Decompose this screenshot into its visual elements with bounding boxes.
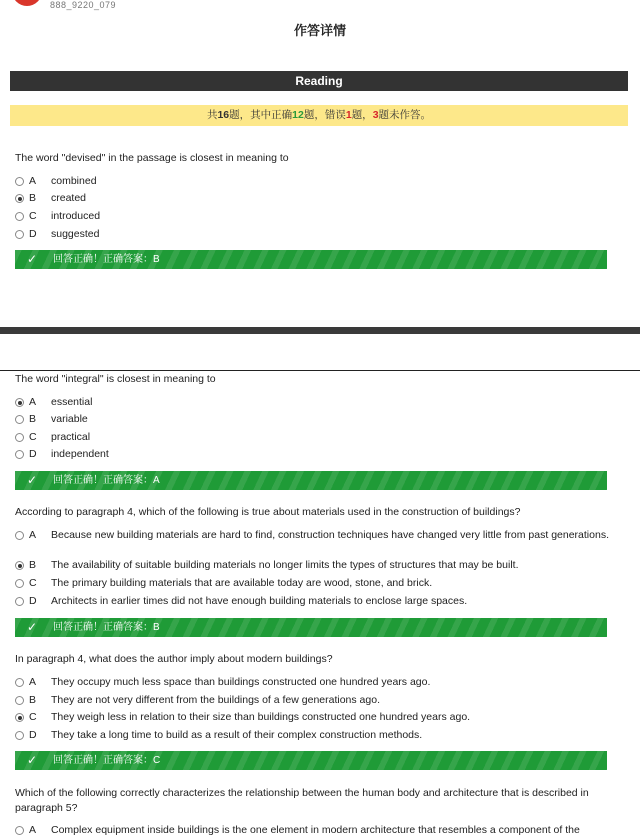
- q4-option-d[interactable]: D They take a long time to build as a result of their complex construction methods.: [15, 728, 615, 743]
- q1-option-c[interactable]: C introduced: [15, 209, 615, 224]
- question-5-text: Which of the following correctly characterizes the relationship between the human body and architecture that is described in paragraph 5?: [15, 787, 589, 814]
- check-icon: ✓: [27, 252, 38, 266]
- q2-option-a[interactable]: A essential: [15, 395, 615, 410]
- summary-mid2: 题，错误: [303, 109, 346, 121]
- summary-total: 16: [217, 109, 230, 121]
- q2-result-bar: ✓ 回答正确！正确答案：A: [15, 471, 607, 490]
- q2-option-c[interactable]: C practical: [15, 430, 615, 445]
- radio-icon[interactable]: [15, 678, 24, 687]
- summary-mid3: 题，: [351, 109, 373, 121]
- q5-option-a[interactable]: A Complex equipment inside buildings is the one element in modern architecture that resembles a component of the: [15, 823, 615, 838]
- question-4-text: In paragraph 4, what does the author imply about modern buildings?: [15, 653, 333, 665]
- section-title-bar: Reading: [10, 71, 628, 91]
- summary-suffix: 题未作答。: [378, 109, 432, 121]
- q2-option-d[interactable]: D independent: [15, 447, 615, 462]
- radio-icon[interactable]: [15, 433, 24, 442]
- user-id: 888_9220_079: [50, 0, 117, 10]
- q4-option-c[interactable]: C They weigh less in relation to their size than buildings constructed one hundred years ago.: [15, 710, 615, 725]
- q3-option-d[interactable]: D Architects in earlier times did not have enough building materials to enclose large spaces.: [15, 594, 615, 609]
- q1-option-d[interactable]: D suggested: [15, 227, 615, 242]
- radio-icon[interactable]: [15, 696, 24, 705]
- summary-prefix: 共: [206, 109, 218, 121]
- q1-result-bar: ✓ 回答正确！正确答案：B: [15, 250, 607, 269]
- page-divider-line: [0, 370, 640, 371]
- q2-option-b[interactable]: B variable: [15, 412, 615, 427]
- question-3-text: According to paragraph 4, which of the following is true about materials used in the construction of buildings?: [15, 506, 521, 518]
- summary-mid1: 题，其中正确: [229, 109, 293, 121]
- avatar: [12, 0, 42, 6]
- radio-checked-icon[interactable]: [15, 713, 24, 722]
- page-title: 作答详情: [293, 23, 346, 38]
- score-summary: [10, 105, 628, 126]
- radio-icon[interactable]: [15, 177, 24, 186]
- radio-icon[interactable]: [15, 531, 24, 540]
- check-icon: ✓: [27, 620, 38, 634]
- check-icon: ✓: [27, 753, 38, 767]
- q4-result-bar: ✓ 回答正确！正确答案：C: [15, 751, 607, 770]
- question-1-text: The word "devised" in the passage is closest in meaning to: [15, 152, 289, 164]
- radio-icon[interactable]: [15, 450, 24, 459]
- summary-unanswered: 3: [372, 109, 379, 121]
- radio-icon[interactable]: [15, 826, 24, 835]
- radio-icon[interactable]: [15, 415, 24, 424]
- q3-result-bar: ✓ 回答正确！正确答案：B: [15, 618, 607, 637]
- radio-icon[interactable]: [15, 212, 24, 221]
- q3-option-b[interactable]: B The availability of suitable building materials no longer limits the types of structures that may be built.: [15, 558, 615, 573]
- q3-option-a[interactable]: A Because new building materials are hard to find, construction techniques have changed very little from past generations.: [15, 528, 615, 558]
- radio-icon[interactable]: [15, 597, 24, 606]
- q1-option-a[interactable]: A combined: [15, 174, 615, 189]
- summary-correct: 12: [292, 109, 304, 121]
- check-icon: ✓: [27, 473, 38, 487]
- summary-wrong: 1: [345, 109, 352, 121]
- q4-option-b[interactable]: B They are not very different from the buildings of a few generations ago.: [15, 693, 615, 708]
- q4-option-a[interactable]: A They occupy much less space than buildings constructed one hundred years ago.: [15, 675, 615, 690]
- radio-checked-icon[interactable]: [15, 398, 24, 407]
- page-divider: [0, 327, 640, 334]
- question-2-text: The word "integral" is closest in meaning to: [15, 373, 216, 385]
- q1-option-b[interactable]: B created: [15, 191, 615, 206]
- q3-option-c[interactable]: C The primary building materials that are available today are wood, stone, and brick.: [15, 576, 615, 591]
- radio-icon[interactable]: [15, 230, 24, 239]
- radio-checked-icon[interactable]: [15, 194, 24, 203]
- radio-icon[interactable]: [15, 731, 24, 740]
- radio-checked-icon[interactable]: [15, 561, 24, 570]
- radio-icon[interactable]: [15, 579, 24, 588]
